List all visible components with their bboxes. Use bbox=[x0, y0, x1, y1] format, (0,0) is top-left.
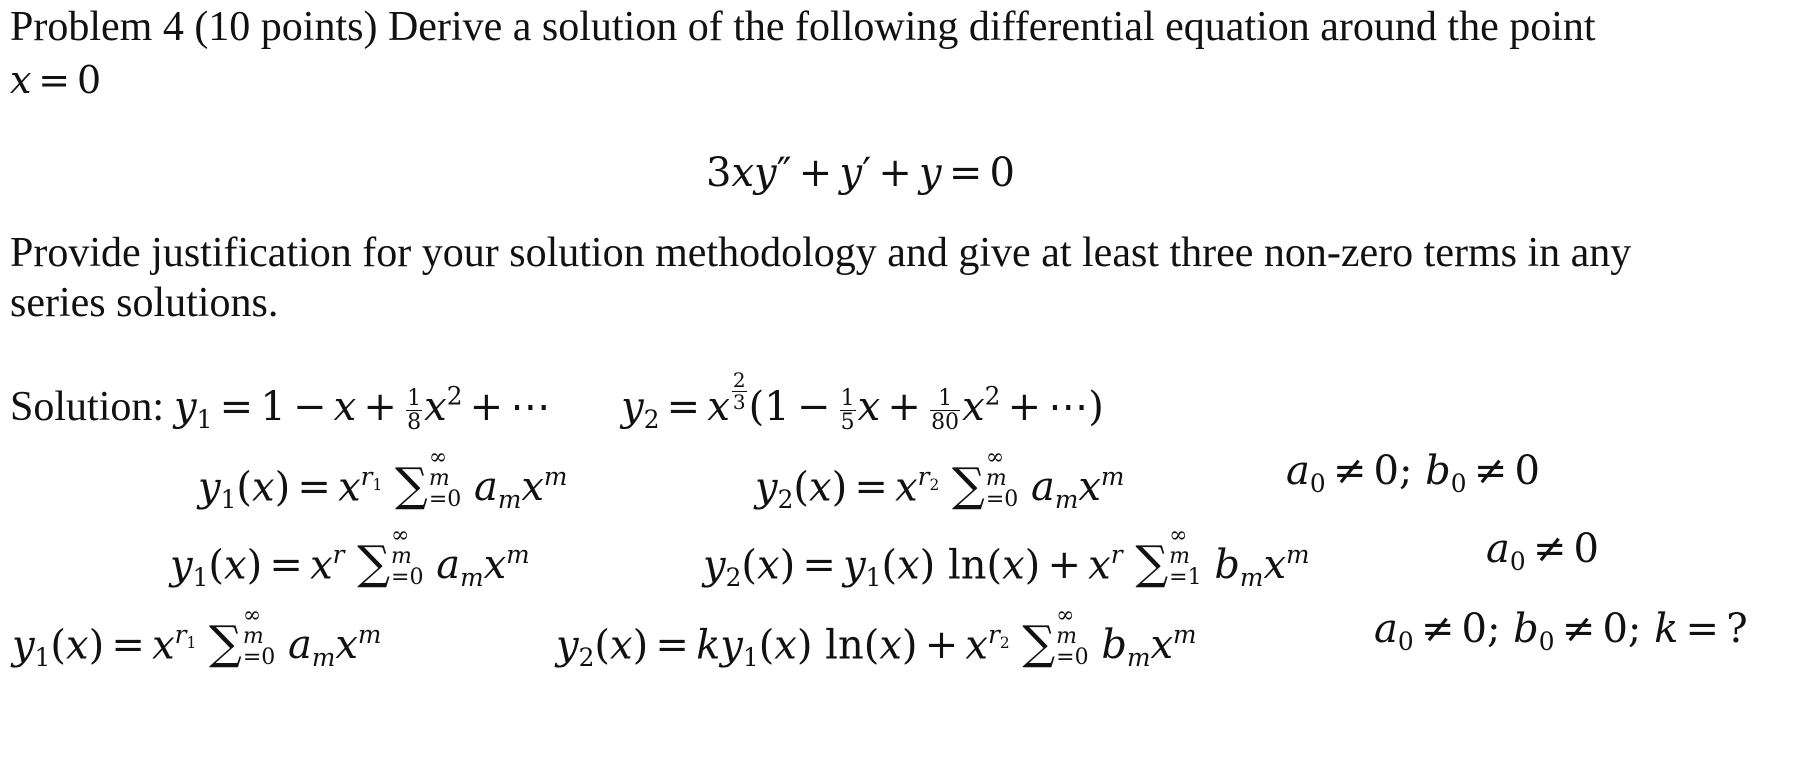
solution-label: Solution: bbox=[10, 384, 165, 430]
solution-line bbox=[10, 370, 1104, 434]
solution-y1: $y_1 = 1 - x$ + $\frac{1}{8}$ $x^2$ + ⋯ bbox=[174, 381, 564, 436]
instructions-line-2: series solutions. bbox=[10, 280, 279, 326]
form-2-y2: $y_2(x) = y_1(x) \ln(x) + x^r$ ∑ ∞ m =1 $b_mx^m$ bbox=[703, 523, 1310, 593]
form-2-y1: $y_1(x) = x^r$ ∑ ∞ m =0 $a_mx^m$ bbox=[170, 523, 530, 593]
form-3-y2: $y_2(x) = ky_1(x) \ln(x) + x^{r_2}$ ∑ ∞ m =0 $b_mx^m$ bbox=[556, 603, 1197, 673]
form-2-condition: $a_0 \ne 0$ bbox=[1486, 526, 1599, 576]
differential-equation: 3xy″ + y′ + y = 0 bbox=[706, 150, 1015, 196]
solution-y2: $y_2 = x$ $\frac{2}{3}$ (1 − $\frac{1}{5}$ x + $\frac{1}{80}$ $x^2$ + ⋯) bbox=[621, 368, 1104, 436]
instructions-line-1: Provide justification for your solution methodology and give at least three non-zero terms in any bbox=[10, 230, 1632, 276]
form-1-y1: $y_1(x) = x^{r_1}$ ∑ ∞ m =0 $a_mx^m$ bbox=[198, 445, 568, 515]
form-3-y1: $y_1(x) = x^{r_1}$ ∑ ∞ m =0 $a_mx^m$ bbox=[12, 603, 382, 673]
form-1-y2: $y_2(x) = x^{r_2}$ ∑ ∞ m =0 $a_mx^m$ bbox=[755, 445, 1125, 515]
problem-title: Problem 4 (10 points) Derive a solution of the following differential equation around the point bbox=[10, 4, 1596, 50]
form-3-condition: $a_0 \ne 0$; $b_0 \ne 0$; k = ? bbox=[1374, 606, 1748, 656]
form-1-condition: $a_0 \ne 0$; $b_0 \ne 0$ bbox=[1286, 448, 1540, 498]
expansion-point: x = 0 bbox=[10, 58, 102, 102]
